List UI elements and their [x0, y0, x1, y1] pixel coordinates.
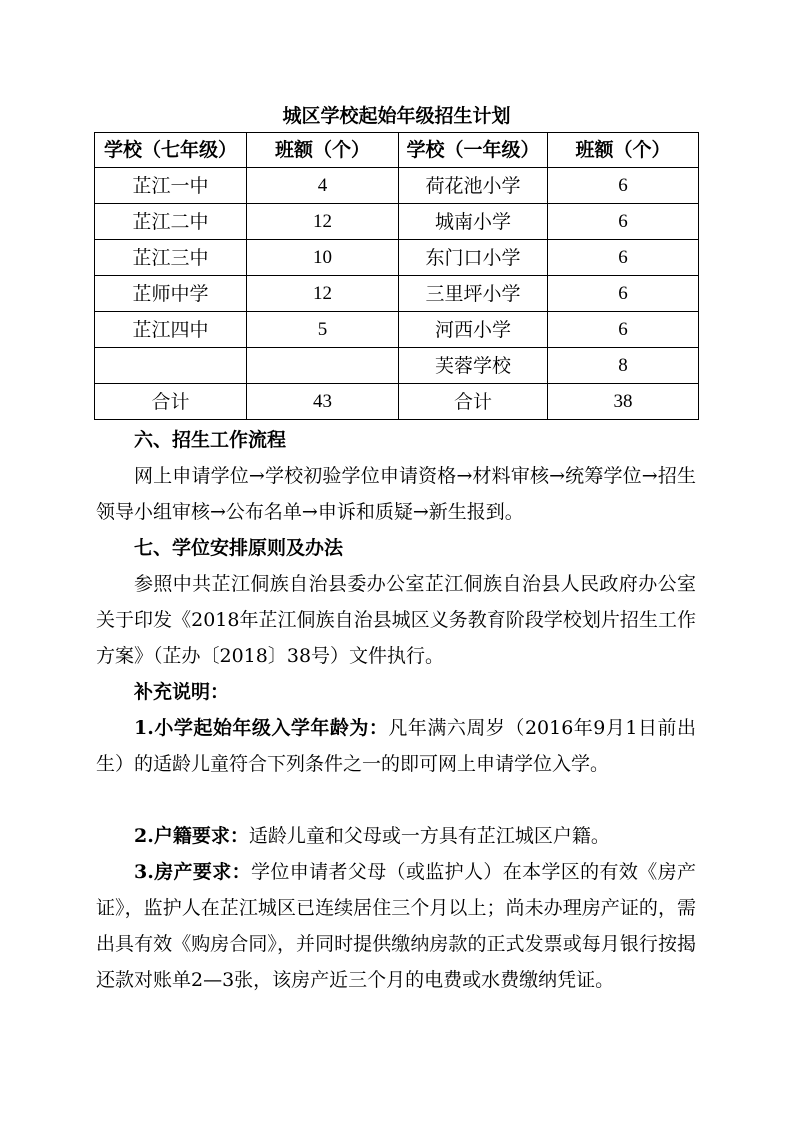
table-row — [95, 204, 699, 240]
table-row — [95, 276, 699, 312]
item3-label: 3.房产要求： — [134, 861, 252, 883]
section6-heading: 六、招生工作流程 — [134, 429, 287, 451]
primary-school-classes: 6 — [548, 204, 699, 240]
middle-school-total: 43 — [247, 384, 399, 420]
header-cell: 学校（一年级） — [399, 133, 548, 168]
middle-school-name: 芷江二中 — [95, 204, 247, 240]
table-header-row — [95, 133, 699, 168]
middle-school-name: 芷江一中 — [95, 168, 247, 204]
primary-school-name: 东门口小学 — [399, 240, 548, 276]
total-label: 合计 — [95, 384, 247, 420]
primary-school-total: 38 — [548, 384, 699, 420]
section7-body: 参照中共芷江侗族自治县委办公室芷江侗族自治县人民政府办公室关于印发《2018年芷江侗族自治县城区义务教育阶段学校划片招生工作方案》（芷办〔2018〕38号）文件执行。 — [96, 573, 696, 667]
middle-school-classes: 4 — [247, 168, 399, 204]
middle-school-name: 芷江四中 — [95, 312, 247, 348]
middle-school-classes: 12 — [247, 204, 399, 240]
table-row — [95, 168, 699, 204]
item1-label: 1.小学起始年级入学年龄为： — [134, 717, 389, 739]
primary-school-classes: 6 — [548, 276, 699, 312]
section6-body: 网上申请学位→学校初验学位申请资格→材料审核→统筹学位→招生领导小组审核→公布名单→申诉和质疑→新生报到。 — [96, 465, 696, 523]
supplement-item-1 — [96, 710, 696, 782]
middle-school-classes: 5 — [247, 312, 399, 348]
primary-school-name: 芙蓉学校 — [399, 348, 548, 384]
primary-school-classes: 6 — [548, 312, 699, 348]
table-row — [95, 348, 699, 384]
primary-school-name: 三里坪小学 — [399, 276, 548, 312]
header-cell: 班额（个） — [548, 133, 699, 168]
supplement-item-2 — [96, 818, 696, 854]
item2-label: 2.户籍要求： — [134, 825, 249, 847]
primary-school-classes: 8 — [548, 348, 699, 384]
middle-school-classes: 12 — [247, 276, 399, 312]
table-row — [95, 312, 699, 348]
header-cell: 学校（七年级） — [95, 133, 247, 168]
supplement-heading: 补充说明： — [134, 681, 230, 703]
total-label: 合计 — [399, 384, 548, 420]
section7-heading: 七、学位安排原则及办法 — [134, 537, 344, 559]
table-row — [95, 240, 699, 276]
middle-school-name — [95, 348, 247, 384]
primary-school-name: 城南小学 — [399, 204, 548, 240]
table-title: 城区学校起始年级招生计划 — [282, 105, 511, 127]
primary-school-classes: 6 — [548, 168, 699, 204]
primary-school-name: 荷花池小学 — [399, 168, 548, 204]
item2-text: 适龄儿童和父母或一方具有芷江城区户籍。 — [248, 825, 610, 847]
middle-school-classes — [247, 348, 399, 384]
table-total-row — [95, 384, 699, 420]
primary-school-classes: 6 — [548, 240, 699, 276]
middle-school-name: 芷师中学 — [95, 276, 247, 312]
enrollment-plan-table — [94, 132, 699, 420]
supplement-item-3 — [96, 854, 696, 998]
middle-school-name: 芷江三中 — [95, 240, 247, 276]
primary-school-name: 河西小学 — [399, 312, 548, 348]
item1-text: 凡年满六周岁（2016年9月1日前出生）的适龄儿童符合下列条件之一的即可网上申请学位入学。 — [96, 717, 697, 775]
item3-text: 学位申请者父母（或监护人）在本学区的有效《房产证》，监护人在芷江城区已连续居住三个月以上；尚未办理房产证的，需出具有效《购房合同》，并同时提供缴纳房款的正式发票或每月银行按揭还款对账单2—3张，该房产近三个月的电费或水费缴纳凭证。 — [96, 861, 696, 991]
header-cell: 班额（个） — [247, 133, 399, 168]
middle-school-classes: 10 — [247, 240, 399, 276]
